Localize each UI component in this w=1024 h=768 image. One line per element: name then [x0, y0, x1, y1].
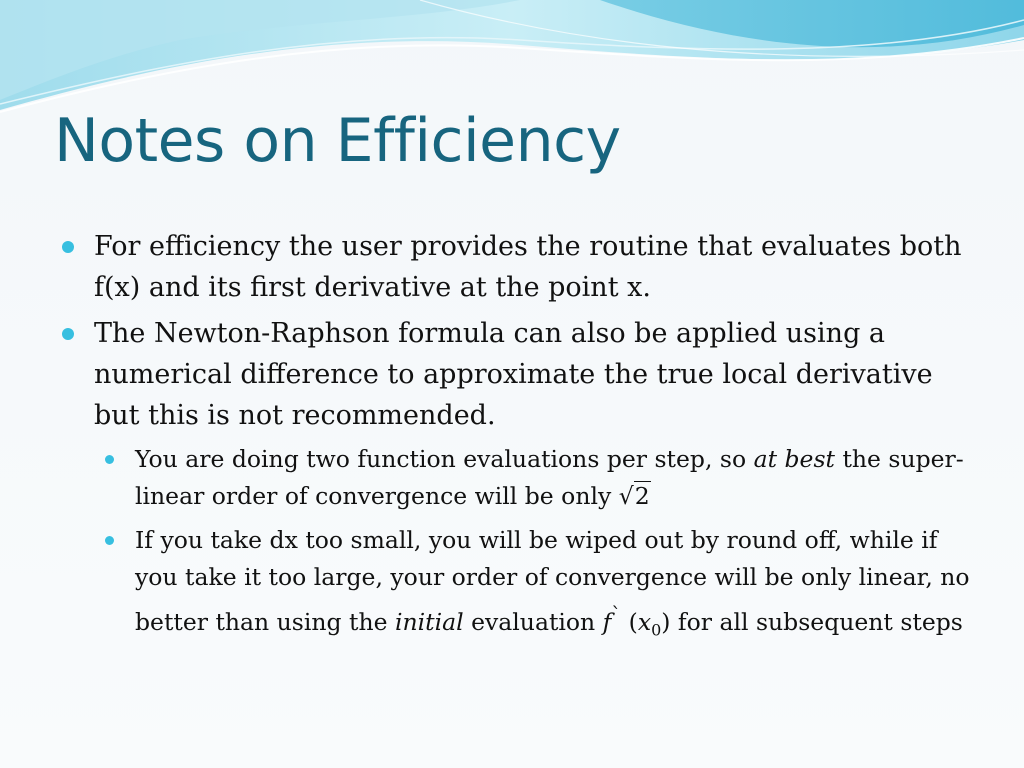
- sub-bullet-item: [105, 441, 972, 515]
- sub-bullet-text-pre: If you take dx too small, you will be wiped out by round off, while if you take it too large, your order of convergence will be only linear, no better than using the: [135, 526, 970, 636]
- slide-content: [62, 226, 972, 656]
- math-open-paren: (: [628, 607, 638, 636]
- math-x: x: [637, 607, 652, 636]
- sub-bullet-text-pre: You are doing two function evaluations per step, so: [135, 445, 754, 473]
- math-subscript: 0: [651, 620, 662, 640]
- header-wave-decoration: [0, 0, 1024, 120]
- math-f: f: [602, 607, 612, 636]
- page-title: Notes on Efficiency: [54, 106, 621, 176]
- bullet-dot-icon: [62, 328, 74, 340]
- bullet-text: For efficiency the user provides the routine that evaluates both f(x) and its first derivative at the point x.: [94, 231, 962, 303]
- sqrt-radicand: 2: [634, 482, 650, 510]
- math-close-paren: ): [661, 607, 671, 636]
- math-prime: `: [611, 603, 622, 626]
- sub-bullet-text-mid: evaluation: [463, 607, 603, 636]
- sqrt-expression: √2: [618, 482, 650, 510]
- sub-bullet-emphasis: at best: [753, 445, 835, 473]
- sub-bullet-text-post: for all subsequent steps: [670, 607, 963, 636]
- sub-bullet-item: [105, 522, 972, 649]
- sub-bullet-emphasis: initial: [394, 607, 464, 636]
- bullet-text: The Newton-Raphson formula can also be applied using a numerical difference to approximate the true local derivative but this is not recommended.: [94, 318, 933, 431]
- bullet-dot-icon: [62, 241, 74, 253]
- bullet-item: [62, 226, 972, 308]
- sub-bullet-text-post: the super-linear order of convergence will be only: [135, 445, 964, 510]
- bullet-item: [62, 313, 972, 436]
- sub-bullet-dot-icon: [105, 455, 114, 464]
- sub-bullet-list: [62, 441, 972, 649]
- sub-bullet-dot-icon: [105, 536, 114, 545]
